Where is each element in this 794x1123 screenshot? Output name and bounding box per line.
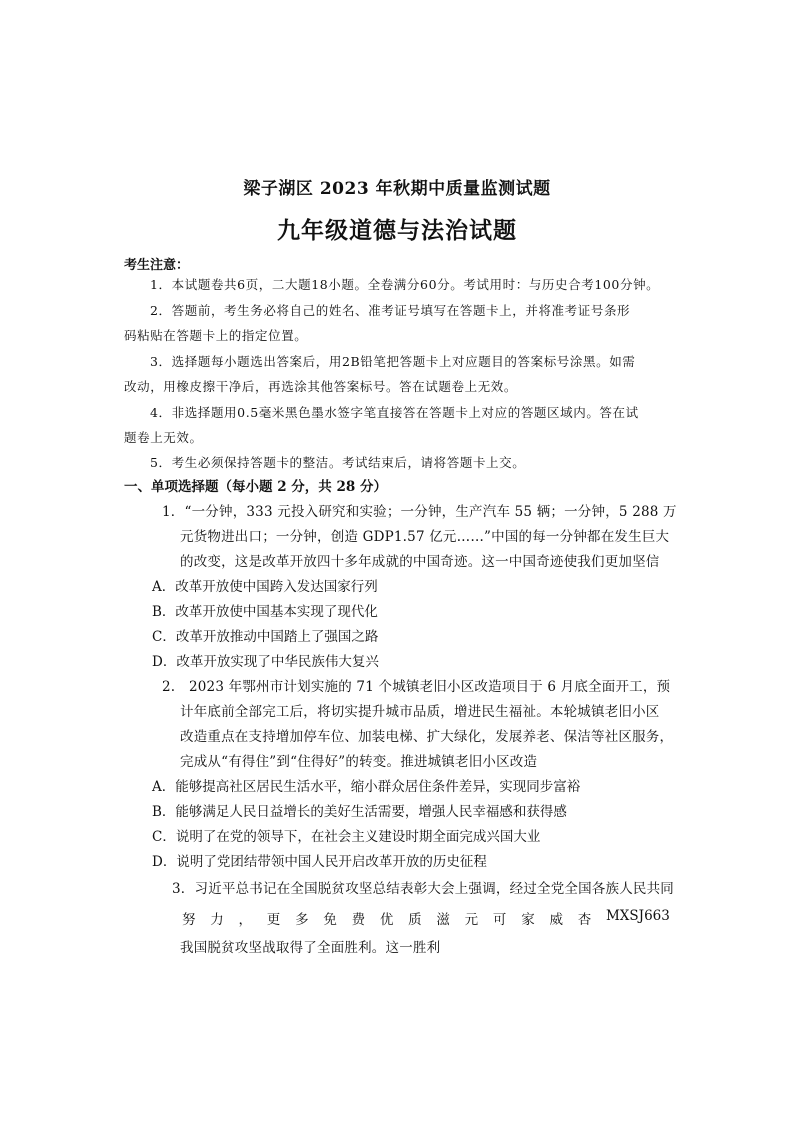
spread-char: 力 — [210, 912, 224, 928]
spread-char: 更 — [266, 912, 281, 928]
notice-heading: 考生注意： — [124, 258, 190, 273]
question-1-option-d: D．改革开放实现了中华民族伟大复兴 — [152, 654, 379, 670]
notice-line: 改动，用橡皮擦干净后，再选涂其他答案标号。答在试题卷上无效。 — [124, 379, 518, 394]
question-2-option-c: C．说明了在党的领导下，在社会主义建设时期全面完成兴国大业 — [152, 829, 541, 845]
notice-line: 3．选择题每小题选出答案后，用2B铅笔把答题卡上对应题目的答案标号涂黑。如需 — [150, 354, 636, 369]
question-1-text: 元货物进出口；一分钟，创造 GDP1.57 亿元……”中国的每一分钟都在发生巨大 — [180, 529, 670, 545]
spread-char: 优 — [379, 912, 394, 928]
spread-code: MXSJ663 — [605, 908, 670, 924]
notice-line: 码粘贴在答题卡上的指定位置。 — [124, 328, 308, 343]
notice-line: 2．答题前，考生务必将自己的姓名、准考证号填写在答题卡上，并将准考证号条形 — [150, 303, 631, 318]
question-2-text: 完成从“有得住”到“住得好”的转变。推进城镇老旧小区改造 — [180, 754, 538, 770]
spread-char: 质 — [408, 912, 422, 928]
section-heading: 一、单项选择题（每小题 2 分，共 28 分） — [124, 479, 387, 495]
spread-char: 元 — [464, 912, 479, 928]
question-1-text: 的改变，这是改革开放四十多年成就的中国奇迹。这一中国奇迹使我们更加坚信 — [180, 554, 660, 570]
spread-char: 家 — [521, 912, 535, 928]
notice-line: 题卷上无效。 — [124, 430, 203, 445]
notice-line: 1．本试题卷共6页，二大题18小题。全卷满分60分。考试用时：与历史合考100分钟。 — [150, 277, 660, 292]
spread-char: 努 — [182, 912, 196, 928]
question-1-option-a: A．改革开放使中国跨入发达国家行列 — [152, 579, 378, 595]
question-3-text: 3．习近平总书记在全国脱贫攻坚总结表彰大会上强调，经过全党全国各族人民共同 — [172, 881, 674, 897]
spread-char: 滋 — [436, 912, 450, 928]
spread-char: ， — [238, 912, 253, 928]
spread-char: 费 — [351, 912, 366, 928]
question-2-text: 改造重点在支持增加停车位、加装电梯、扩大绿化，发展养老、保洁等社区服务， — [180, 729, 674, 745]
subject-title: 九年级道德与法治试题 — [277, 217, 517, 244]
question-2-option-a: A．能够提高社区居民生活水平，缩小群众居住条件差异，实现同步富裕 — [152, 779, 581, 795]
question-2-option-b: B．能够满足人民日益增长的美好生活需要，增强人民幸福感和获得感 — [152, 804, 567, 820]
question-2-text: 2. 2023 年鄂州市计划实施的 71 个城镇老旧小区改造项目于 6 月底全面开工，预 — [162, 679, 671, 695]
spread-char: 杏 — [577, 912, 592, 928]
exam-title: 梁子湖区 2023 年秋期中质量监测试题 — [243, 179, 551, 199]
spread-char: 多 — [295, 912, 309, 928]
question-1-text: 1．“一分钟，333 元投入研究和实验；一分钟，生产汽车 55 辆；一分钟，5 288 万 — [162, 504, 677, 520]
notice-line: 4．非选择题用0.5毫米黑色墨水签字笔直接答在答题卡上对应的答题区域内。答在试 — [150, 405, 639, 420]
question-2-option-d: D．说明了党团结带领中国人民开启改革开放的历史征程 — [152, 854, 487, 870]
spread-char: 免 — [323, 912, 337, 928]
spread-char: 威 — [549, 912, 563, 928]
question-2-text: 计年底前全部完工后，将切实提升城市品质，增进民生福祉。本轮城镇老旧小区 — [180, 704, 660, 720]
question-3-text: 我国脱贫攻坚战取得了全面胜利。这一胜利 — [180, 940, 441, 956]
spread-char: 可 — [492, 912, 507, 928]
question-1-option-b: B．改革开放使中国基本实现了现代化 — [152, 604, 378, 620]
notice-line: 5．考生必须保持答题卡的整洁。考试结束后，请将答题卡上交。 — [150, 455, 526, 470]
question-3-spread-line — [182, 908, 670, 928]
question-1-option-c: C．改革开放推动中国踏上了强国之路 — [152, 629, 379, 645]
